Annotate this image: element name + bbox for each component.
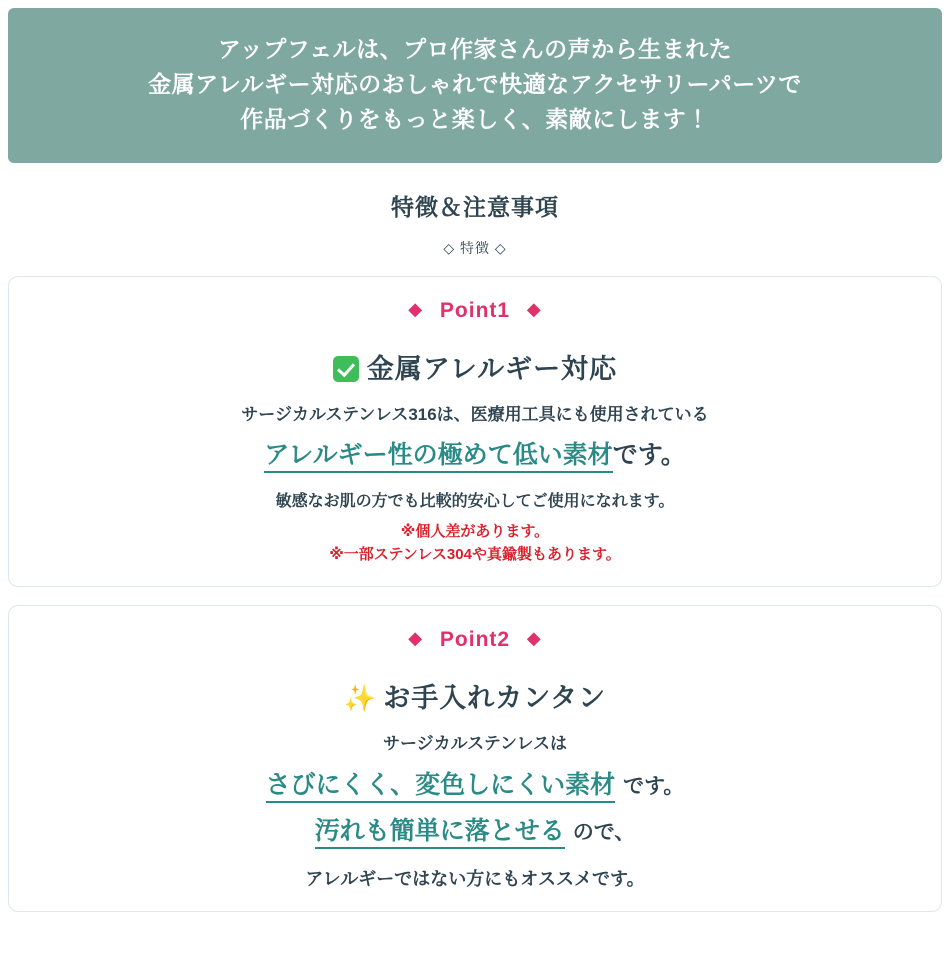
- card-heading-text-1: 金属アレルギー対応: [366, 353, 618, 384]
- card2-highlight-line-1: [27, 767, 923, 803]
- card2-body-line: サージカルステンレスは: [382, 734, 568, 754]
- hero-line-3: 作品づくりをもっと楽しく、素敵にします！: [240, 105, 710, 132]
- feature-card-point1: [8, 276, 942, 587]
- point-label-text-1: Point1: [439, 298, 511, 322]
- white-check-mark-icon: [333, 356, 359, 382]
- card1-small-line: 敏感なお肌の方でも比較的安心してご使用になれます。: [275, 492, 675, 510]
- hero-line-2: 金属アレルギー対応のおしゃれで快適なアクセサリーパーツで: [148, 70, 802, 97]
- section-subtitle: ◇ 特徴 ◇: [443, 239, 507, 256]
- point-label-1: [27, 299, 923, 323]
- diamond-left-icon: ◆: [408, 298, 424, 319]
- feature-card-point2: [8, 605, 942, 912]
- point-label-text-2: Point2: [439, 628, 511, 652]
- card2-highlight-tail-2: ので、: [572, 820, 636, 844]
- point-label-2: [27, 628, 923, 652]
- hero-banner: [8, 8, 942, 163]
- card2-highlight-text-2: 汚れも簡単に落とせる: [315, 817, 565, 849]
- section-title: 特徴＆注意事項: [391, 193, 559, 220]
- card2-highlight-tail-1: です。: [623, 774, 685, 798]
- card1-highlight-text: アレルギー性の極めて低い素材: [264, 441, 612, 473]
- card2-highlight-line-2: [27, 813, 923, 849]
- card1-note-2: ※一部ステンレス304や真鍮製もあります。: [329, 546, 621, 564]
- diamond-left-icon: ◆: [408, 628, 424, 649]
- card1-body-line: サージカルステンレス316は、医療用工具にも使用されている: [241, 404, 709, 424]
- card2-highlight-text-1: さびにくく、変色しにくい素材: [266, 771, 616, 803]
- page-root: [0, 8, 950, 958]
- diamond-right-icon: ◆: [526, 298, 542, 319]
- hero-line-1: アップフェルは、プロ作家さんの声から生まれた: [217, 36, 733, 62]
- diamond-right-icon: ◆: [526, 628, 542, 649]
- card-heading-text-2: お手入れカンタン: [383, 683, 607, 714]
- card1-note-1: ※個人差があります。: [400, 522, 550, 540]
- sparkles-icon: ✨: [343, 683, 378, 714]
- card1-highlight-tail: です。: [612, 441, 686, 470]
- card1-highlight-line: [27, 437, 923, 473]
- card-heading-1: [27, 347, 923, 386]
- card-heading-2: [27, 676, 923, 715]
- card2-tail-line: アレルギーではない方にもオススメです。: [305, 869, 645, 890]
